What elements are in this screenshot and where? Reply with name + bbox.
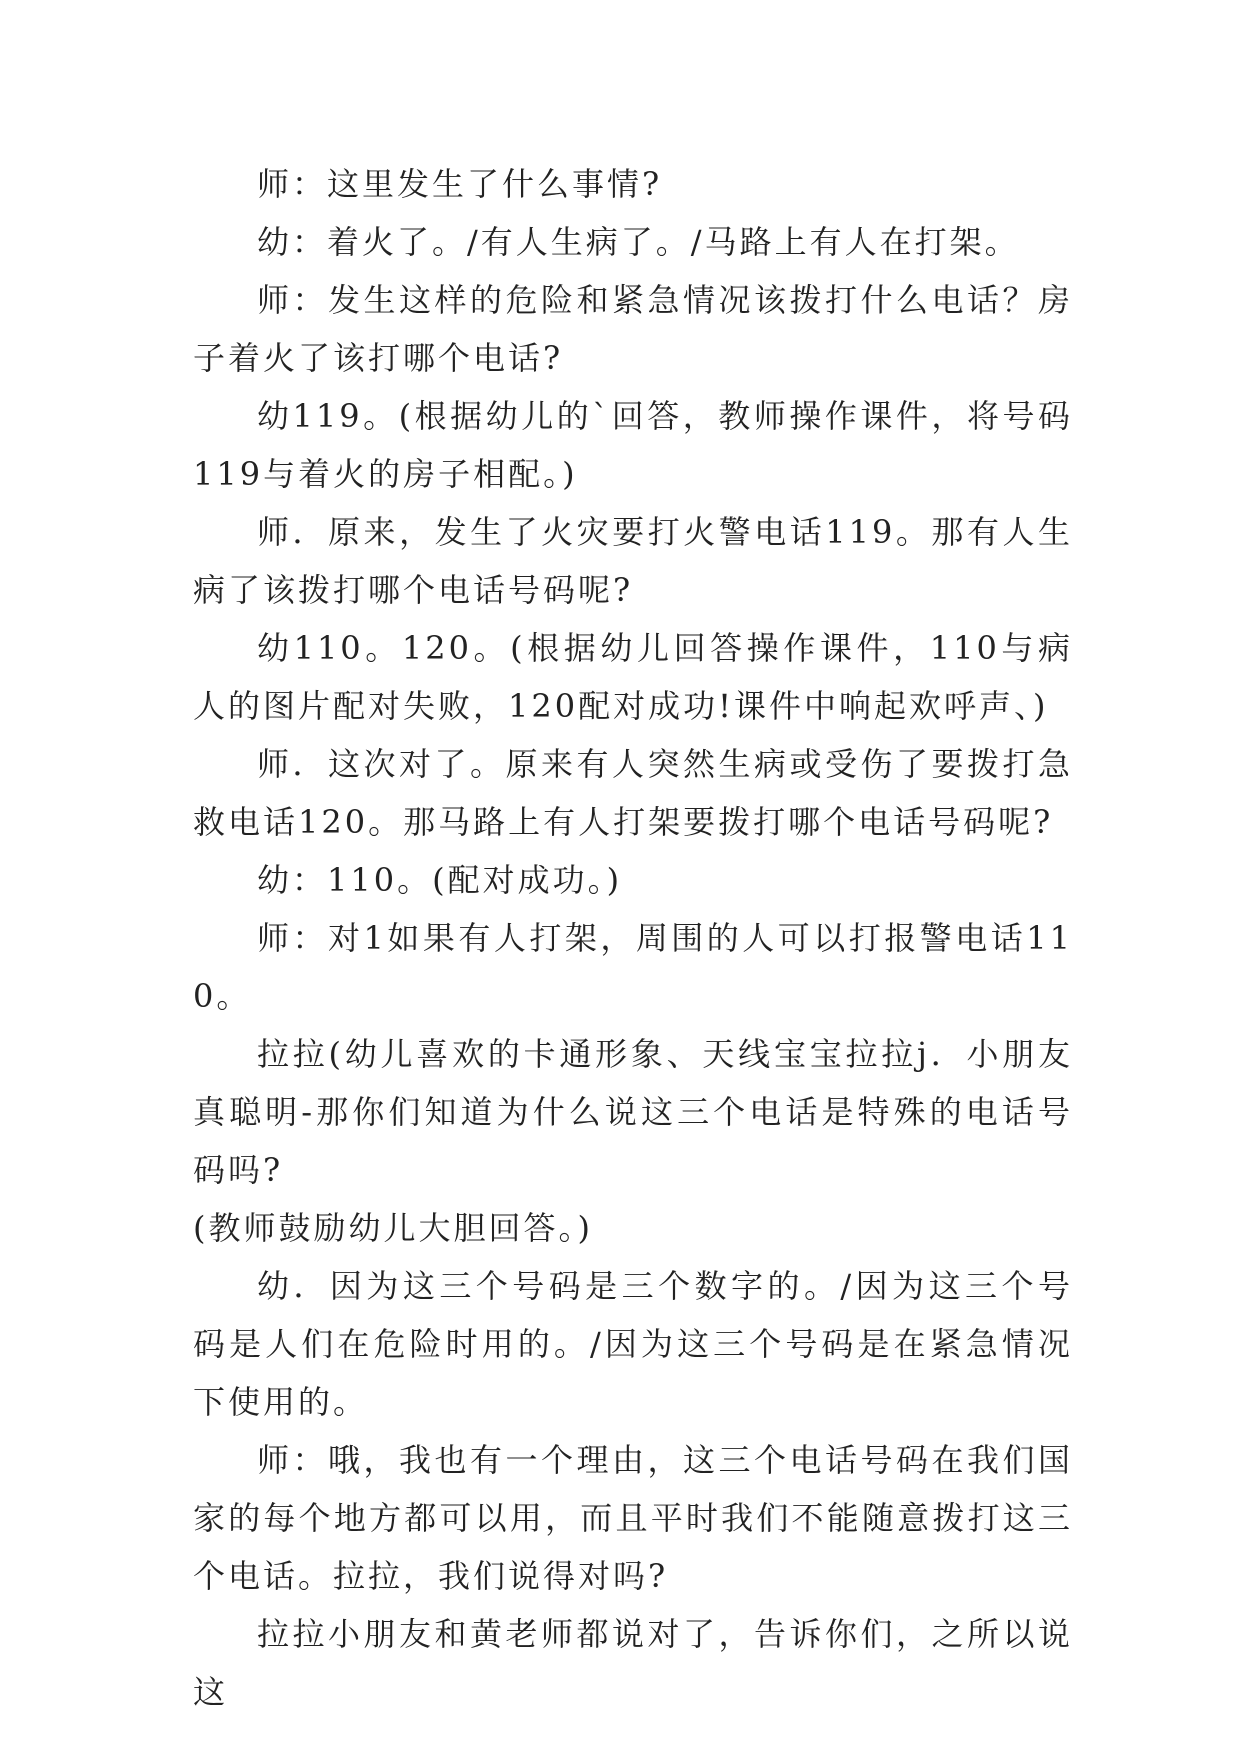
paragraph: 师：哦，我也有一个理由，这三个电话号码在我们国家的每个地方都可以用，而且平时我们不能随意拨打这三个电话。拉拉，我们说得对吗? <box>193 1441 1073 1595</box>
paragraph: 幼．因为这三个号码是三个数字的。/因为这三个号码是人们在危险时用的。/因为这三个号码是在紧急情况下使用的。 <box>193 1267 1073 1421</box>
paragraph: 师．原来，发生了火灾要打火警电话119。那有人生病了该拨打哪个电话号码呢? <box>193 513 1073 609</box>
paragraph: 拉拉小朋友和黄老师都说对了，告诉你们，之所以说这 <box>193 1615 1073 1711</box>
paragraph: 幼：着火了。/有人生病了。/马路上有人在打架。 <box>257 223 1020 261</box>
paragraph: 拉拉(幼儿喜欢的卡通形象、天线宝宝拉拉j．小朋友真聪明-那你们知道为什么说这三个电话是特殊的电话号码吗? <box>193 1035 1073 1189</box>
paragraph: 师：发生这样的危险和紧急情况该拨打什么电话？房子着火了该打哪个电话? <box>193 281 1073 377</box>
paragraph: 师：对1如果有人打架，周围的人可以打报警电话110。 <box>193 919 1073 1015</box>
paragraph: 师：这里发生了什么事情? <box>257 165 663 203</box>
paragraph: 师．这次对了。原来有人突然生病或受伤了要拨打急救电话120。那马路上有人打架要拨打哪个电话号码呢? <box>193 745 1073 841</box>
document-body <box>193 155 1073 1721</box>
paragraph: 幼110。120。(根据幼儿回答操作课件，110与病人的图片配对失败，120配对成功!课件中响起欢呼声、) <box>193 629 1073 725</box>
paragraph: (教师鼓励幼儿大胆回答。) <box>193 1209 593 1247</box>
paragraph: 幼119。(根据幼儿的`回答，教师操作课件，将号码119与着火的房子相配。) <box>193 397 1073 493</box>
paragraph: 幼：110。(配对成功。) <box>257 861 623 899</box>
